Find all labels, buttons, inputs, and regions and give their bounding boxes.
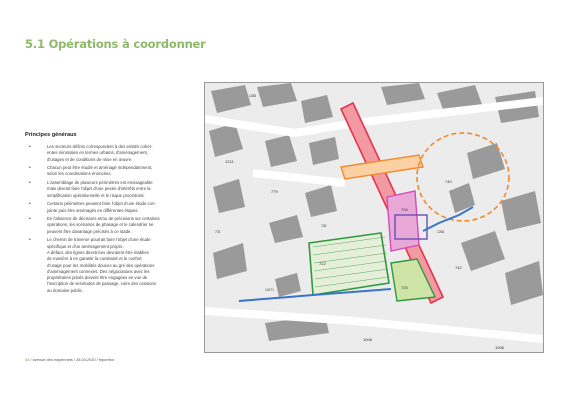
list-item: • Les secteurs définis correspondent à des entités cohér- entes minimales en termes urbains, d'aménagement, d'usages et de conditions de mise en œuvre. — [29, 144, 153, 162]
parcel-label-10271: 10271 — [265, 288, 274, 292]
list-item: • En l'absence de décisions et/ou de précisions sur certaines opérations, les scénarios de phasage et le calendrier ne peuvent être davantage précisés à ce stade. — [29, 216, 160, 234]
list-item: • Certains périmètres peuvent faire l'objet d'une étude con- jointe puis être aménagés en différentes étapes. — [29, 201, 156, 213]
bullet-dot-icon: • — [29, 144, 31, 150]
bullet-dot-icon: • — [29, 180, 31, 187]
site-plan-map — [204, 82, 544, 353]
parcel-label-1006: 1006 — [495, 345, 504, 350]
list-item: • L'assemblage de plusieurs périmètres est envisageable mais devrait faire l'objet d'une pesée d'intérêts entre la simplification opérationnelle et le risque procédural. — [29, 180, 153, 198]
parcel-label-725: 725 — [401, 285, 408, 290]
map-svg — [205, 83, 543, 352]
zone-magenta — [387, 191, 419, 251]
parcel-label-726: 726 — [401, 207, 408, 212]
footer-text: / avenue des mayennets / 28.03.2020 / triporteur — [29, 357, 115, 362]
bullet-dot-icon: • — [29, 237, 31, 244]
parcel-label-779: 779 — [271, 189, 278, 194]
parcel-label-722: 722 — [319, 261, 326, 266]
parcel-label-736: 736 — [321, 224, 327, 228]
page-title: 5.1 Opérations à coordonner — [25, 37, 206, 51]
parcel-label-1211: 1211 — [225, 159, 234, 164]
parcel-label-742: 742 — [455, 265, 462, 270]
list-item: • Chacun peut être étudié et aménagé indépendamment, selon les coordinations énoncées. — [29, 165, 153, 177]
parcel-label-1268: 1268 — [437, 230, 445, 234]
parcel-label-740: 740 — [445, 179, 452, 184]
parcel-label-1288: 1288 — [249, 94, 257, 98]
section-subhead: Principes généraux — [25, 132, 77, 138]
principles-list — [25, 144, 197, 296]
bullet-dot-icon: • — [29, 216, 31, 223]
bullet-dot-icon: • — [29, 165, 31, 172]
page-footer — [25, 357, 114, 362]
parcel-label-1008: 1008 — [363, 337, 372, 342]
page-number: 32 — [25, 357, 30, 362]
parcel-label-733: 733 — [215, 230, 221, 234]
list-item: • Le chemin de traverse pourrait faire l'objet d'une étude spécifique et d'un aménagement propre. A défaut, des lignes directrices devraient être établies de manière à en garantir la continuité et le confort d'usage pour les mobilités douces au gré des opérations d'aménagement connexes. Des négociations avec les propriétaires privés doivent être engagées en vue de l'inscription de servitudes de passage, voire des cessions au domaine public. — [29, 237, 157, 293]
bullet-dot-icon: • — [29, 201, 31, 208]
